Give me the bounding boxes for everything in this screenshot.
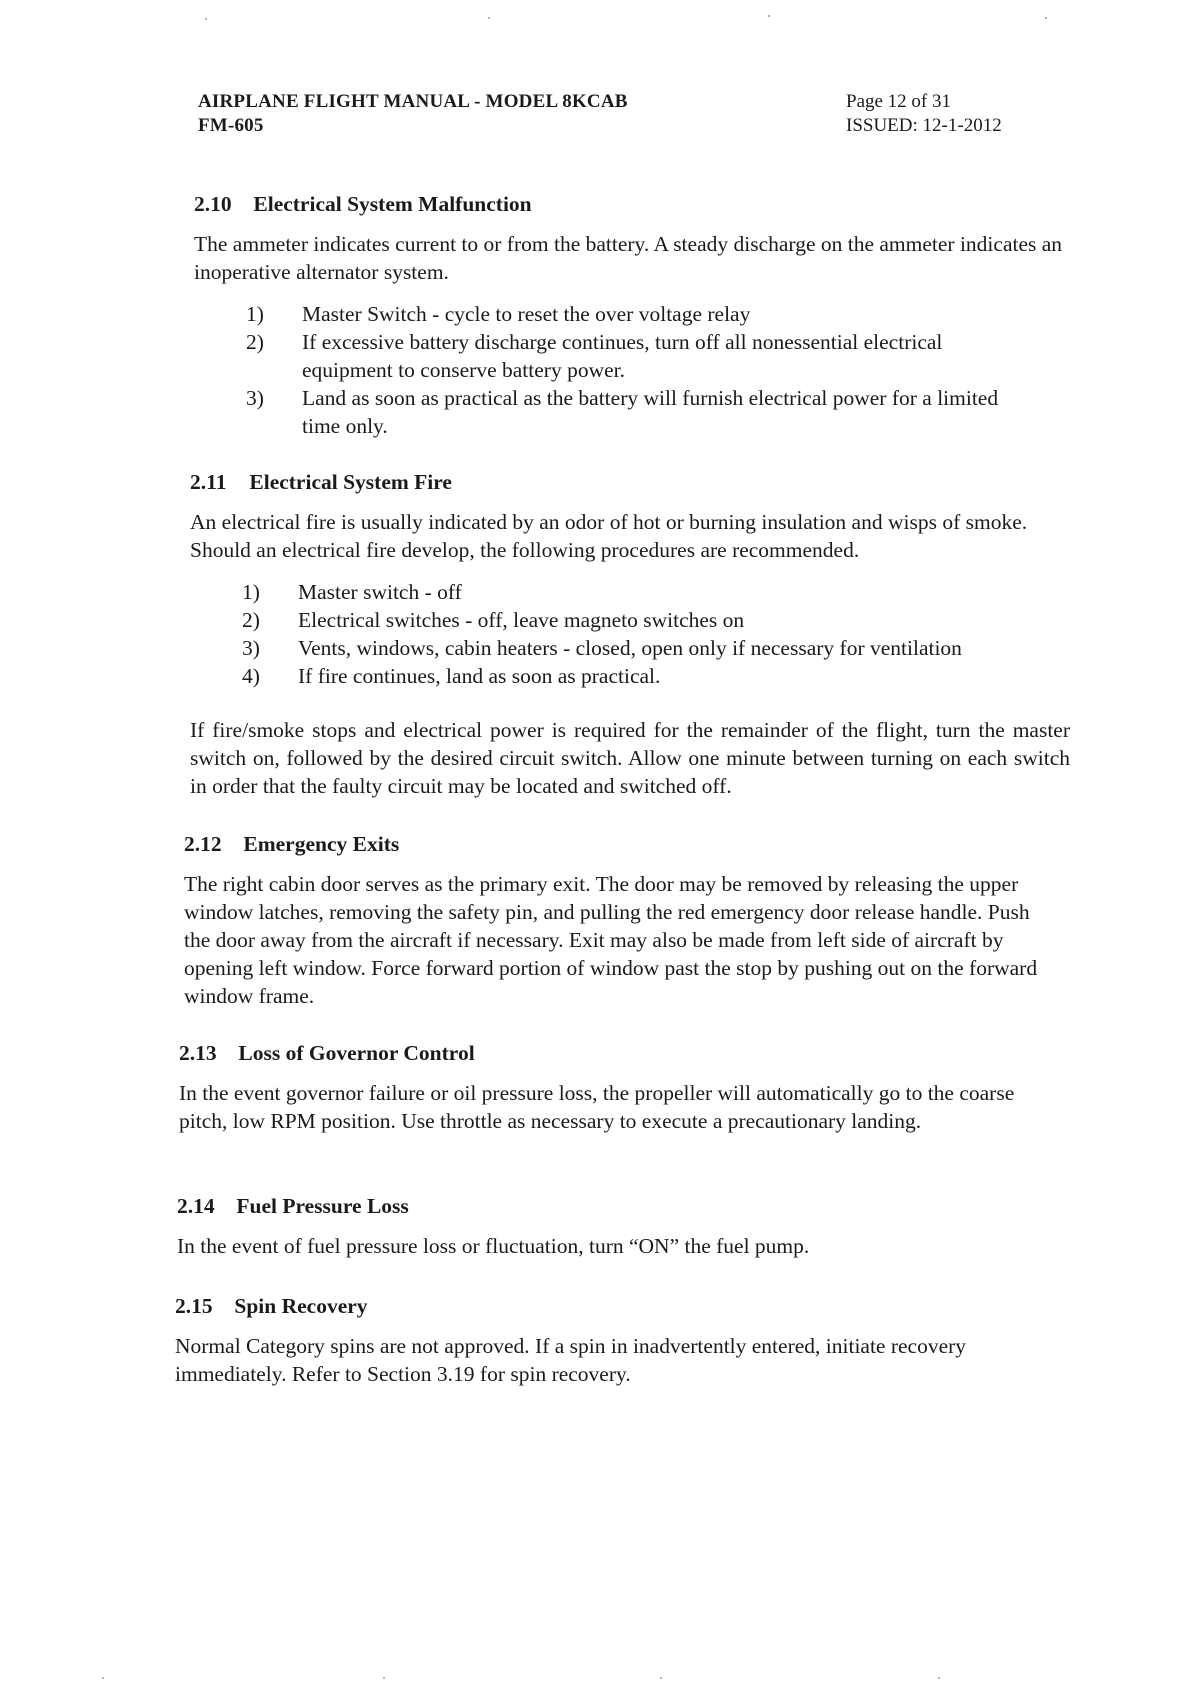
page-number: Page 12 of 31 [846,91,952,112]
section-title: Spin Recovery [234,1294,368,1318]
step-number: 4) [242,664,260,688]
section-paragraph: In the event governor failure or oil pressure loss, the propeller will automatically go to the coarse pitch, low RPM position. Use throttle as necessary to execute a precautionary landing. [179,1081,1015,1133]
section-heading [184,830,1064,858]
section-number: 2.13 [179,1041,217,1065]
scan-speck [660,1677,662,1679]
section-electrical-system-malfunction [194,190,1064,440]
section-fuel-pressure-loss [177,1192,1057,1260]
section-number: 2.12 [184,832,222,856]
issue-date: ISSUED: 12-1-2012 [846,115,1002,136]
manual-number: FM-605 [198,115,264,136]
section-electrical-system-fire [190,468,1070,800]
step-number: 1) [242,580,260,604]
scan-speck [1045,17,1047,19]
section-heading [175,1292,1055,1320]
scan-speck [383,1677,385,1679]
step-text: Land as soon as practical as the battery will furnish electrical power for a limited time only. [302,386,999,438]
section-heading [194,190,1064,218]
section-paragraph: An electrical fire is usually indicated by an odor of hot or burning insulation and wisps of smoke. Should an electrical fire develop, the following procedures are recommended. [190,510,1028,562]
step-text: Vents, windows, cabin heaters - closed, open only if necessary for ventilation [298,636,962,660]
section-paragraph: The right cabin door serves as the primary exit. The door may be removed by releasing the upper window latches, removing the safety pin, and pulling the red emergency door release handle. Push the door away from the aircraft if necessary. Exit may also be made from left side of aircraft by opening left window. Force forward portion of window past the stop by pushing out on the forward window frame. [184,872,1038,1008]
section-paragraph: Normal Category spins are not approved. If a spin in inadvertently entered, initiate recovery immediately. Refer to Section 3.19 for spin recovery. [175,1334,967,1386]
section-paragraph: The ammeter indicates current to or from the battery. A steady discharge on the ammeter indicates an inoperative alternator system. [194,232,1063,284]
step-text: Master Switch - cycle to reset the over voltage relay [302,302,751,326]
section-heading [179,1039,1059,1067]
step-text: If fire continues, land as soon as practical. [298,664,661,688]
step-number: 1) [246,302,264,326]
section-title: Loss of Governor Control [238,1041,475,1065]
section-emergency-exits [184,830,1064,1010]
step-text: Electrical switches - off, leave magneto switches on [298,608,745,632]
procedure-step [194,384,1024,440]
section-number: 2.14 [177,1194,215,1218]
step-number: 2) [246,330,264,354]
document-header-meta [846,90,1002,138]
section-title: Electrical System Malfunction [253,192,532,216]
section-heading [177,1192,1057,1220]
procedure-step [190,634,1070,662]
scan-speck [488,17,490,19]
scan-speck [938,1677,940,1679]
procedure-list [194,300,1024,440]
procedure-step [194,300,1024,328]
section-title: Electrical System Fire [249,470,452,494]
procedure-step [194,328,1024,384]
scan-speck [768,15,770,17]
step-number: 3) [246,386,264,410]
scan-speck [205,18,207,20]
step-number: 3) [242,636,260,660]
section-title: Fuel Pressure Loss [236,1194,409,1218]
manual-title: AIRPLANE FLIGHT MANUAL - MODEL 8KCAB [198,91,628,112]
section-title: Emergency Exits [243,832,400,856]
procedure-step [190,578,1070,606]
section-paragraph: In the event of fuel pressure loss or fluctuation, turn “ON” the fuel pump. [177,1234,810,1258]
procedure-step [190,606,1070,634]
scan-speck [102,1677,104,1679]
section-spin-recovery [175,1292,1055,1388]
section-number: 2.15 [175,1294,213,1318]
procedure-step [190,662,1070,690]
procedure-list [190,578,1070,690]
section-number: 2.10 [194,192,232,216]
section-loss-of-governor-control [179,1039,1059,1135]
section-paragraph: If fire/smoke stops and electrical power is required for the remainder of the flight, turn the master switch on, followed by the desired circuit switch. Allow one minute between turning on each switch in order that the faulty circuit may be located and switched off. [190,718,1070,798]
step-text: If excessive battery discharge continues, turn off all nonessential electrical equipment to conserve battery power. [302,330,943,382]
step-text: Master switch - off [298,580,462,604]
document-header-title [198,90,628,138]
section-heading [190,468,1070,496]
section-number: 2.11 [190,470,227,494]
step-number: 2) [242,608,260,632]
